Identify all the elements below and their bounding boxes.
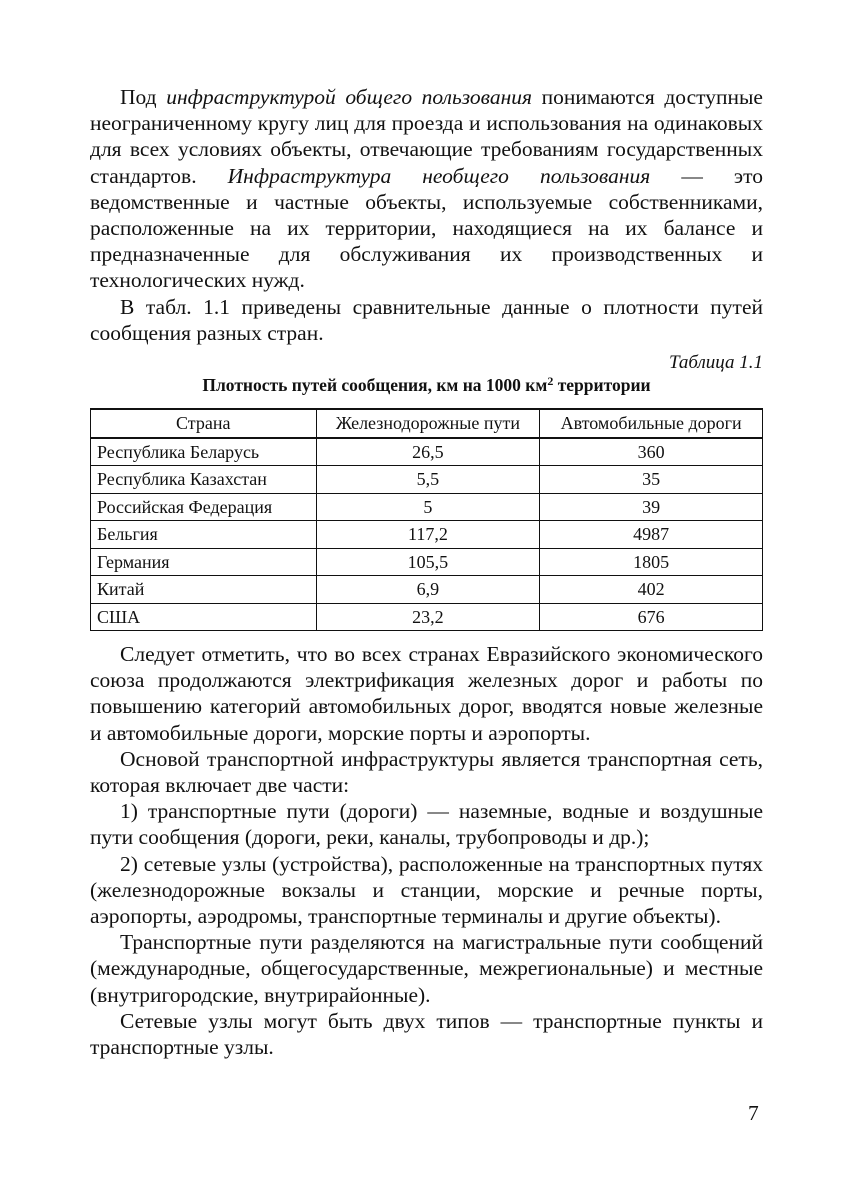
page-number: 7: [748, 1101, 759, 1125]
cell-railways: 105,5: [316, 548, 540, 576]
paragraph-table-intro: [90, 294, 763, 346]
table-title-tail: территории: [553, 375, 651, 396]
table-title-main: Плотность путей сообщения, км на 1000 км: [202, 375, 548, 396]
cell-railways: 117,2: [316, 521, 540, 549]
text-run: Под: [120, 85, 167, 109]
cell-country: Бельгия: [91, 521, 317, 549]
cell-roads: 1805: [540, 548, 763, 576]
list-item-network-nodes: 2) сетевые узлы (устройства), расположенные на транспортных путях (железнодорожные вокзалы и станции, морские и речные порты, аэропорты, аэродромы, транспортные терминалы и другие объекты).: [90, 851, 763, 929]
table-title-superscript: 2: [547, 374, 554, 389]
cell-railways: 6,9: [316, 576, 540, 604]
table-row: [91, 603, 763, 631]
cell-railways: 23,2: [316, 603, 540, 631]
cell-roads: 402: [540, 576, 763, 604]
document-page: [90, 84, 763, 1060]
cell-railways: 5: [316, 493, 540, 521]
paragraph-eaeu-electrification: Следует отметить, что во всех странах Евразийского экономического союза продолжаются электрификация железных дорог и работы по повышению категорий автомобильных дорог, вводятся новые железные и автомобильные дороги, морские порты и аэропорты.: [90, 642, 763, 745]
paragraph-route-types: Транспортные пути разделяются на магистральные пути сообщений (международные, общегосударственные, межрегиональные) и местные (внутригородские, внутрирайонные).: [90, 930, 763, 1007]
paragraph-infrastructure-definition: [90, 84, 763, 294]
paragraph-node-types: Сетевые узлы могут быть двух типов — транспортные пункты и транспортные узлы.: [90, 1008, 763, 1060]
cell-country: США: [91, 603, 317, 631]
table-row: [91, 438, 763, 466]
table-title: [90, 374, 763, 396]
paragraph-transport-network: Основой транспортной инфраструктуры является транспортная сеть, которая включает две части:: [90, 746, 763, 798]
text-run: — это ведомственные и частные объекты, используемые собственниками, расположенные на их территории, находящиеся на их балансе и предназначенные для обслуживания их производственных и технологических нужд.: [90, 163, 763, 293]
table-label: Таблица 1.1: [669, 352, 763, 374]
cell-country: Республика Казахстан: [91, 466, 317, 494]
cell-country: Республика Беларусь: [91, 438, 317, 466]
cell-country: Российская Федерация: [91, 493, 317, 521]
cell-roads: 676: [540, 603, 763, 631]
cell-railways: 26,5: [316, 438, 540, 466]
density-table: [90, 408, 763, 631]
italic-term-nonpublic-infrastructure: Инфраструктура необщего пользования: [227, 163, 651, 188]
cell-country: Китай: [91, 576, 317, 604]
cell-country: Германия: [91, 548, 317, 576]
cell-roads: 35: [540, 466, 763, 494]
column-header-roads: Автомобильные дороги: [540, 409, 763, 438]
column-header-country: Страна: [91, 409, 317, 438]
table-row: [91, 493, 763, 521]
cell-roads: 360: [540, 438, 763, 466]
table-row: [91, 521, 763, 549]
list-item-transport-routes: 1) транспортные пути (дороги) — наземные, водные и воздушные пути сообщения (дороги, реки, каналы, трубопроводы и др.);: [90, 799, 763, 850]
table-row: [91, 466, 763, 494]
body-after-table: [90, 641, 763, 1060]
column-header-railways: Железнодорожные пути: [316, 409, 540, 438]
cell-roads: 39: [540, 493, 763, 521]
table-row: [91, 576, 763, 604]
text-run: В табл. 1.1 приведены сравнительные данные о плотности путей сообщения разных стран.: [90, 294, 763, 345]
cell-roads: 4987: [540, 521, 763, 549]
cell-railways: 5,5: [316, 466, 540, 494]
italic-term-public-infrastructure: инфраструктурой общего пользования: [166, 85, 532, 109]
table-header-row: [91, 409, 763, 438]
text-run: понимаются доступные неограниченному кругу лиц для проезда и использования на одинаковых для всех условиях объекты, отвечающие требованиям государственных стандартов.: [90, 85, 763, 188]
table-row: [91, 548, 763, 576]
